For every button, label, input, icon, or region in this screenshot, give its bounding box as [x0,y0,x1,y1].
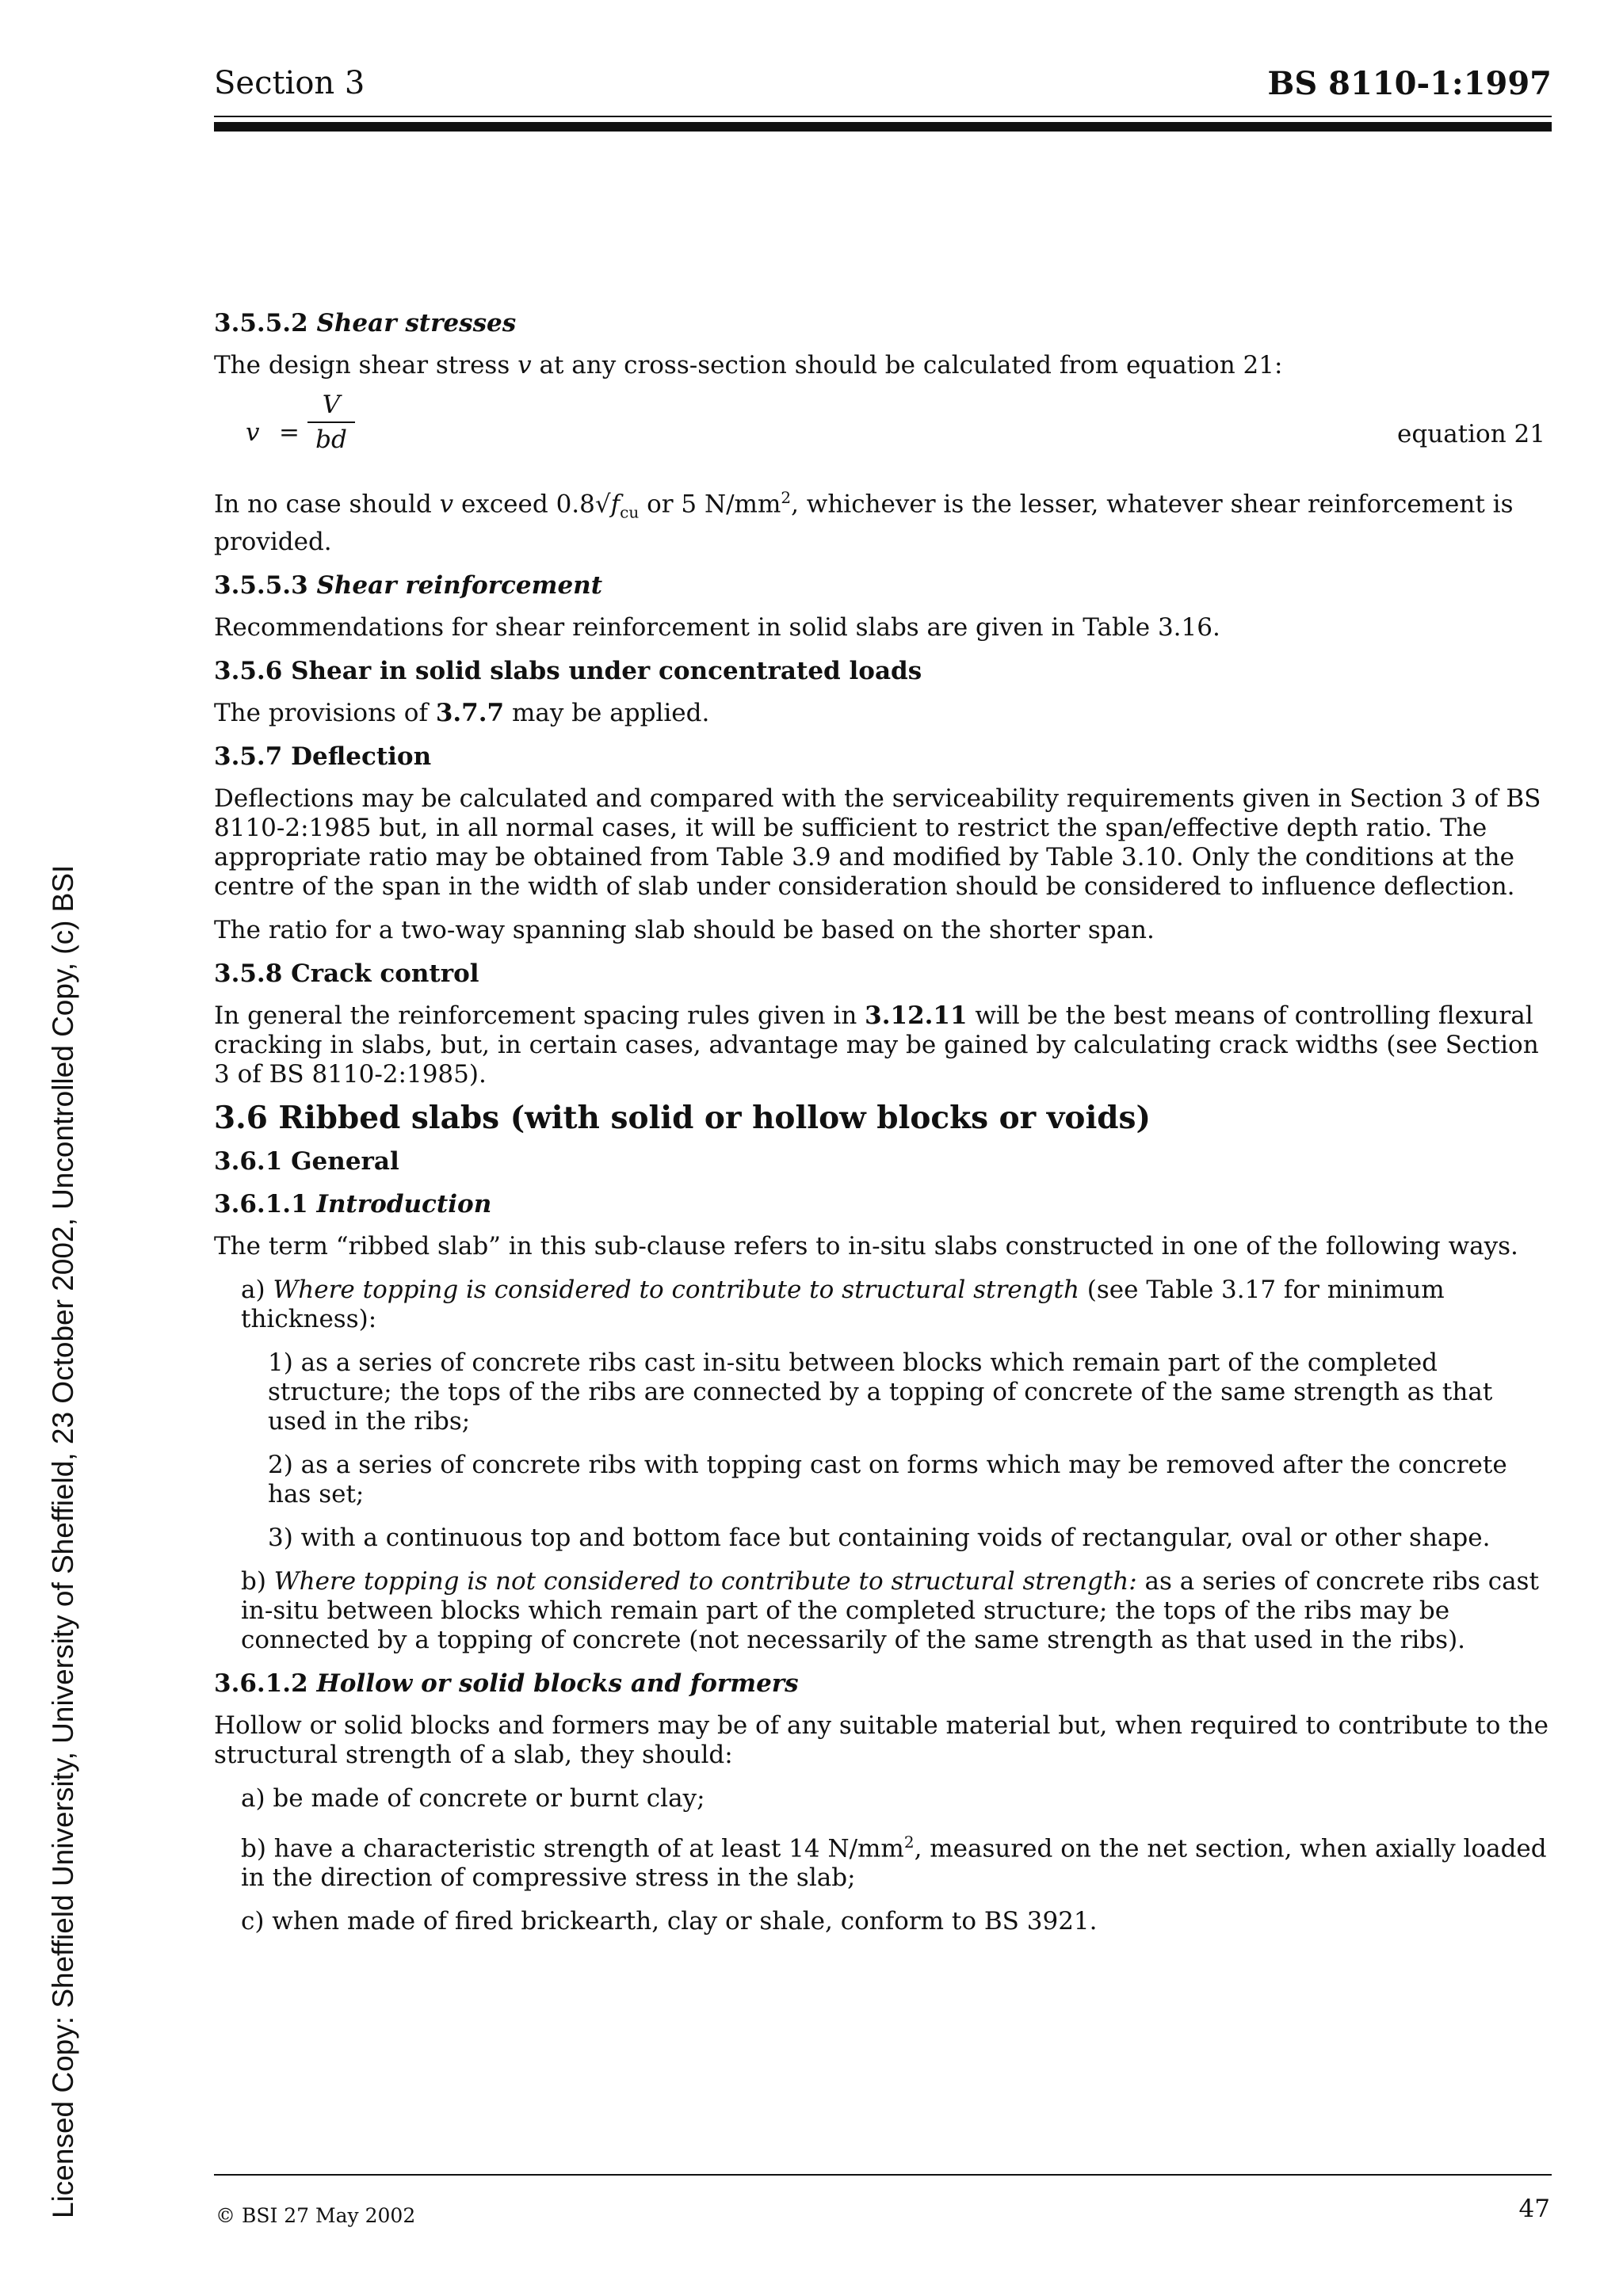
heading-3552: 3.5.5.2 Shear stresses [214,309,517,338]
list-item-3612-b: b) have a characteristic strength of at least 14 $N/mm^2$, measured on the net section, when axially loaded in the direction of compressive stress in the slab; [241,1832,1547,1892]
heading-3553: 3.5.5.3 Shear reinforcement [214,570,603,600]
equation-21 [214,387,1553,482]
heading-36: 3.6 Ribbed slabs (with solid or hollow blocks or voids) [214,1099,1151,1136]
eq-fraction [307,390,355,455]
header-rule-thick [214,122,1552,132]
section-label: Section 3 [214,65,365,101]
list-item-a: a) Where topping is considered to contribute to structural strength (see Table 3.17 for minimum thickness): [241,1275,1445,1333]
heading-357: 3.5.7 Deflection [214,742,432,771]
list-item-a3: 3) with a continuous top and bottom face but containing voids of rectangular, oval or other shape. [268,1523,1491,1552]
copyright-notice: © BSI 27 May 2002 [216,2204,416,2227]
standard-number: BS 8110-1:1997 [1267,65,1552,102]
heading-356: 3.5.6 Shear in solid slabs under concentrated loads [214,656,922,685]
list-item-a1: 1) as a series of concrete ribs cast in-situ between blocks which remain part of the completed structure; the tops of the ribs are connected by a topping of concrete of the same strength as that used in the ribs; [268,1348,1493,1436]
eq-denominator: bd [315,425,347,454]
heading-3611: 3.6.1.1 Introduction [214,1189,492,1219]
para-357-1: Deflections may be calculated and compared with the serviceability requirements given in Section 3 of BS 8110-2:1985 but, in all normal cases, it will be sufficient to restrict the span/effective depth ratio. The appropriate ratio may be obtained from Table 3.9 and modified by Table 3.10. Only the conditions at the centre of the span in the width of slab under consideration should be considered to influence deflection. [214,784,1541,901]
para-356: The provisions of 3.7.7 may be applied. [214,698,710,727]
list-item-3612-a: a) be made of concrete or burnt clay; [241,1783,705,1813]
para-357-2: The ratio for a two-way spanning slab should be based on the shorter span. [214,915,1155,944]
para-3552-2: In no case should v exceed $0.8√f_{cu}$ or 5 $N/mm^2$, whichever is the lesser, whatever shear reinforcement is provided. [214,488,1514,556]
heading-361: 3.6.1 General [214,1146,399,1176]
header-rule-thin [214,116,1552,117]
para-3611: The term “ribbed slab” in this sub-clause refers to in-situ slabs constructed in one of the following ways. [214,1231,1518,1261]
eq-fraction-bar [307,421,355,423]
eq-lhs: v [246,418,260,447]
para-358: In general the reinforcement spacing rules given in 3.12.11 will be the best means of controlling flexural cracking in slabs, but, in certain cases, advantage may be gained by calculating crack widths (see Section 3 of BS 8110-2:1985). [214,1001,1539,1089]
footer-rule [214,2174,1552,2176]
list-item-a2: 2) as a series of concrete ribs with topping cast on forms which may be removed after the concrete has set; [268,1450,1507,1508]
heading-3612: 3.6.1.2 Hollow or solid blocks and formers [214,1669,799,1698]
list-item-3612-c: c) when made of fired brickearth, clay or shale, conform to BS 3921. [241,1906,1098,1936]
page-header [214,65,1552,113]
para-3553: Recommendations for shear reinforcement in solid slabs are given in Table 3.16. [214,612,1220,642]
eq-sign: = [279,418,300,447]
equation-label: equation 21 [1397,420,1545,448]
heading-358: 3.5.8 Crack control [214,959,479,988]
license-watermark: Licensed Copy: Sheffield University, University of Sheffield, 23 October 2002, Uncontrolled Copy, (c) BSI [47,864,79,2218]
page-number: 47 [1518,2195,1550,2223]
para-3552-1: The design shear stress v at any cross-section should be calculated from equation 21: [214,351,1283,379]
page-body [214,309,1553,1951]
list-item-b: b) Where topping is not considered to contribute to structural strength: as a series of concrete ribs cast in-situ between blocks which remain part of the completed structure; the tops of the ribs may be connected by a topping of concrete (not necessarily of the same strength as that used in the ribs). [241,1566,1539,1654]
eq-numerator: V [322,391,341,419]
para-3612: Hollow or solid blocks and formers may be of any suitable material but, when required to contribute to the structural strength of a slab, they should: [214,1711,1549,1769]
